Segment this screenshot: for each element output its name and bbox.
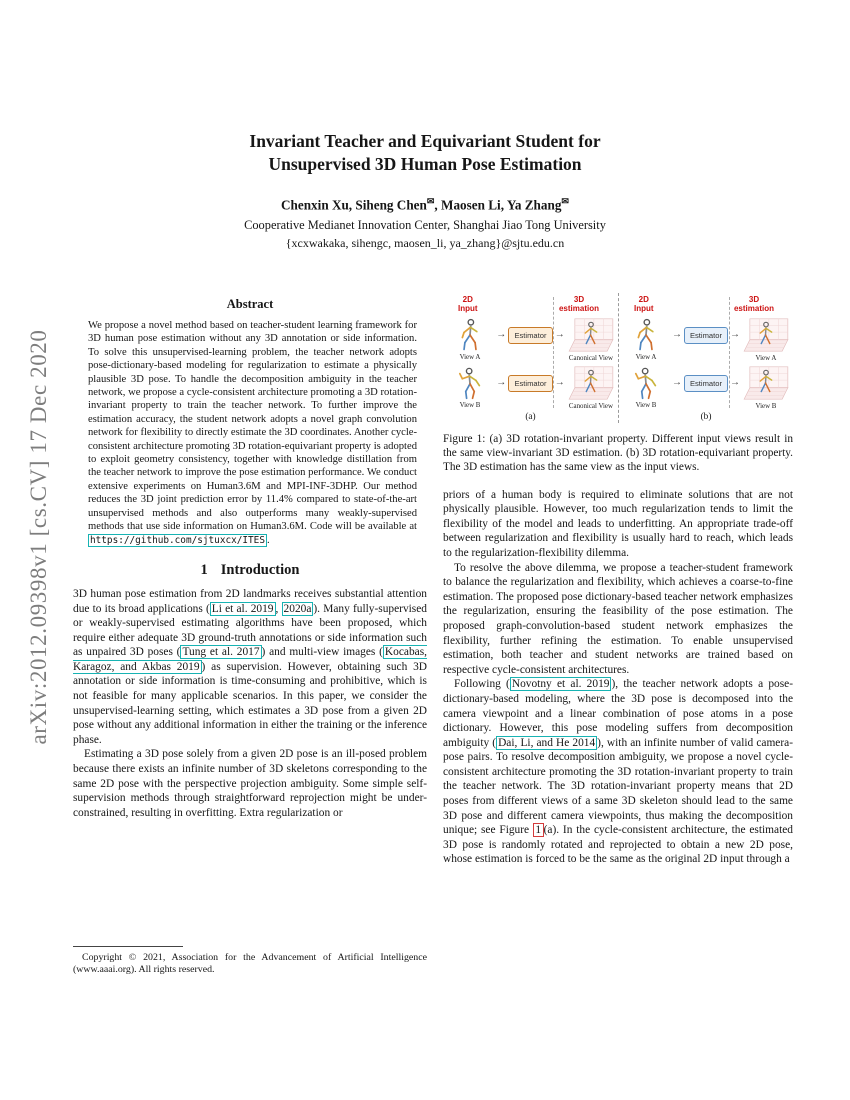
output-view-b xyxy=(742,364,790,410)
body-paragraph-3: priors of a human body is required to eliminate solutions that are not physically plausible. However, too much regularization tends to limit the flexibility of the model and leads to underfitting. An appropriate trade-off between regularization and flexibility is usually hard to reach, which leads to the regularization-flexibility dilemma. xyxy=(443,488,793,559)
label-estimation: estimation xyxy=(558,304,599,313)
input-view-b xyxy=(446,365,494,409)
estimator-box-b xyxy=(684,327,728,344)
intro-p1-text: ) as supervision. However, obtaining such 3D annotation or side information is time-consuming and prohibitive, which is not feasible for many applicable scenarios. In this paper, we consider the unsupervised-learning setting, which estimates a 3D pose from a given 2D pose without any additional information in either the training or the inference phase. xyxy=(73,660,427,746)
citation-li-2020a[interactable]: 2020a xyxy=(283,602,312,615)
copyright-footnote xyxy=(73,946,427,977)
label-3d: 3D xyxy=(748,295,760,304)
mail-icon: ✉ xyxy=(561,196,569,206)
pose-3d-icon xyxy=(743,316,789,354)
arrow-icon: → xyxy=(671,377,682,388)
output-caption: Canonical View xyxy=(568,403,613,410)
arrow-icon: → xyxy=(554,329,565,340)
figure-panel-b xyxy=(618,293,793,423)
arrow-icon: → xyxy=(729,329,740,340)
label-input: Input xyxy=(458,304,478,313)
label-3d: 3D xyxy=(573,295,585,304)
label-input: Input xyxy=(634,304,654,313)
intro-paragraph-2: Estimating a 3D pose solely from a given 2D pose is an ill-posed problem because there exists an infinite number of 3D skeletons corresponding to the same 2D pose with the perspective projection ambiguity. Some simple self-supervision methods through straightforward reprojection might be under-constrained, resulting in overfitting. Extra regularization or xyxy=(73,748,427,819)
footnote-rule xyxy=(73,946,183,947)
input-view-a xyxy=(622,317,670,361)
intro-p1-text: 3D human pose estimation from 2D landmarks receives substantial attention due to its broad applications ( xyxy=(73,587,427,615)
panel-a-output-label xyxy=(559,295,599,313)
authors-line xyxy=(90,196,760,213)
intro-p1-text: ) and multi-view images ( xyxy=(261,646,383,659)
output-caption: View A xyxy=(755,355,777,362)
skeleton-2d-icon xyxy=(453,365,487,401)
section-title: Introduction xyxy=(220,561,300,578)
panel-a-row-1 xyxy=(446,316,615,362)
panel-b-row-1 xyxy=(622,316,790,362)
affiliation: Cooperative Medianet Innovation Center, Shanghai Jiao Tong University xyxy=(244,218,606,233)
intro-p1-text: , xyxy=(275,602,282,615)
output-canonical-view xyxy=(567,316,615,362)
emails: {xcxwakaka, sihengc, maosen_li, ya_zhang}@sjtu.edu.cn xyxy=(285,236,565,251)
authors-part2: , Maosen Li, Ya Zhang xyxy=(434,197,562,213)
panel-a-input-label xyxy=(458,295,478,313)
output-caption: Canonical View xyxy=(568,355,613,362)
citation-novotny-2019[interactable]: Novotny et al. 2019 xyxy=(511,678,610,691)
pose-3d-icon xyxy=(568,364,614,402)
body-paragraph-4: To resolve the above dilemma, we propose a teacher-student framework to balance the regularization and flexibility, which achieves a coarse-to-fine estimation. The proposed pose dictionary-based teacher network emphasizes the regularization, ensuring the feasibility of the pose estimation. The proposed graph-convolution-based student network emphasizes the flexibility, further refining the estimation. To enable unsupervised estimation, both teacher and student networks are trained based on respective cycle-consistent architectures. xyxy=(443,561,793,676)
figure-1-caption: Figure 1: (a) 3D rotation-invariant property. Different input views result in the same view-invariant 3D estimation. (b) 3D rotation-equivariant property. The 3D estimation has the same view as the input views. xyxy=(443,433,793,474)
code-repo-link[interactable]: https://github.com/sjtuxcx/ITES xyxy=(90,534,265,546)
arxiv-watermark: arXiv:2012.09398v1 [cs.CV] 17 Dec 2020 xyxy=(26,329,51,745)
p5-text: ), with an infinite number of valid camera-pose pairs. To resolve decomposition ambiguity, we propose a novel cycle-consistent architecture promoting the 3D rotation-invariant property to train the teacher network. The 3D rotation-invariant property means that 2D poses from different views of a same 3D skeleton should lead to the same 3D pose and different camera viewpoints, thus making the decomposition unique; see Figure xyxy=(443,736,793,837)
citation-li-2019[interactable]: Li et al. 2019 xyxy=(211,602,274,615)
input-caption: View A xyxy=(459,354,481,361)
label-estimation: estimation xyxy=(733,304,774,313)
paper-title-line2: Unsupervised 3D Human Pose Estimation xyxy=(268,154,582,174)
p5-text: (a). In the cycle-consistent architecture, the estimated 3D pose is randomly rotated and reprojected to obtain a new 2D pose, whose estimation is forced to be the same as the original 2D input through a xyxy=(443,824,793,866)
authors-part1: Chenxin Xu, Siheng Chen xyxy=(281,197,427,213)
estimator-box-a xyxy=(508,327,552,344)
skeleton-2d-icon xyxy=(453,317,487,353)
output-view-a xyxy=(742,316,790,362)
citation-kocabas-2019[interactable]: Kocabas, Karagoz, and Akbas 2019 xyxy=(73,646,427,673)
citation-dai-2014[interactable]: Dai, Li, and He 2014 xyxy=(498,736,596,749)
estimator-box-a xyxy=(508,375,552,392)
paper-title-line1: Invariant Teacher and Equivariant Student for xyxy=(249,131,601,151)
input-caption: View A xyxy=(635,354,657,361)
figure-panel-a xyxy=(443,293,618,423)
citation-tung-2017[interactable]: Tung et al. 2017 xyxy=(182,646,260,659)
label-2d: 2D xyxy=(638,295,649,304)
right-column xyxy=(443,293,793,867)
intro-p1-text: ). Many fully-supervised or weakly-supervised estimating algorithms have been proposed, which require either adequate 3D ground-truth annotations or side information such as unpaired 3D poses ( xyxy=(73,602,427,659)
estimator-label: Estimator xyxy=(514,378,547,388)
input-view-a xyxy=(446,317,494,361)
panel-b-output-label xyxy=(734,295,774,313)
p5-text: ), the teacher network adopts a pose-dictionary-based modeling, where the 3D pose is decomposed into the camera viewpoint and a linear combination of pose atoms in a pose dictionary. However, this pose modeling suffers from decomposition ambiguity ( xyxy=(443,678,794,749)
output-canonical-view xyxy=(567,364,615,410)
estimator-box-b xyxy=(684,375,728,392)
arrow-icon: → xyxy=(671,329,682,340)
pose-3d-icon xyxy=(743,364,789,402)
input-view-b xyxy=(622,365,670,409)
input-caption: View B xyxy=(635,402,657,409)
figure-1 xyxy=(443,293,793,475)
subfigure-tag-b: (b) xyxy=(700,412,712,422)
panel-a-header xyxy=(446,295,615,314)
skeleton-2d-icon xyxy=(629,365,663,401)
pose-3d-icon xyxy=(568,316,614,354)
body-paragraph-5 xyxy=(443,677,793,867)
abstract-after-link: . xyxy=(266,534,270,546)
output-caption: View B xyxy=(755,403,777,410)
arrow-icon: → xyxy=(729,377,740,388)
abstract-text xyxy=(73,319,427,547)
panel-b-header xyxy=(622,295,790,314)
abstract-heading: Abstract xyxy=(226,297,274,311)
input-caption: View B xyxy=(459,402,481,409)
paper-title xyxy=(90,130,760,176)
section-heading-introduction xyxy=(73,562,427,579)
subfigure-tag-a: (a) xyxy=(525,412,536,422)
footnote-text: Copyright © 2021, Association for the Advancement of Artificial Intelligence (www.aaai.org). All rights reserved. xyxy=(73,952,427,976)
mail-icon: ✉ xyxy=(426,196,435,206)
arrow-icon: → xyxy=(496,377,507,388)
dashed-separator xyxy=(729,297,730,408)
section-number: 1 xyxy=(200,561,208,578)
skeleton-2d-icon xyxy=(629,317,663,353)
panel-b-row-2 xyxy=(622,364,790,410)
title-block xyxy=(90,130,760,251)
estimator-label: Estimator xyxy=(514,330,547,340)
left-column xyxy=(73,297,427,820)
intro-paragraph-1 xyxy=(73,587,427,748)
arrow-icon: → xyxy=(554,377,565,388)
panel-b-input-label xyxy=(634,295,654,313)
p5-text: Following ( xyxy=(454,678,510,691)
estimator-label: Estimator xyxy=(689,330,723,340)
estimator-label: Estimator xyxy=(689,378,723,388)
panel-a-row-2 xyxy=(446,364,615,410)
arrow-icon: → xyxy=(496,329,507,340)
figure-panels xyxy=(443,293,793,423)
abstract-body-text: We propose a novel method based on teacher-student learning framework for 3D human pose estimation without any 3D annotation or side information. To solve this unsupervised-learning problem, the teacher network adopts pose-dictionary-based modeling for regularization to estimate a physically plausible 3D pose. To handle the decomposition ambiguity in the teacher network, we propose a cycle-consistent architecture promoting a 3D rotation-invariant property to train the teacher network. To further improve the estimation accuracy, the student network adopts a novel graph convolution network for flexibility to directly estimate the 3D coordinates. Another cycle-consistent architecture promoting 3D rotation-equivariant property is adopted to exploit geometry consistency, together with knowledge distillation from the teacher network to improve the pose estimation performance. We conduct extensive experiments on Human3.6M and MPI-INF-3DHP. Our method reduces the 3D joint prediction error by 11.4% compared to state-of-the-art unsupervised methods and also outperforms many weakly-supervised methods that use side information on Human3.6M. Code will be available at xyxy=(88,320,417,533)
label-2d: 2D xyxy=(462,295,473,304)
dashed-separator xyxy=(553,297,554,408)
figure-1-reference[interactable]: 1 xyxy=(533,823,544,837)
